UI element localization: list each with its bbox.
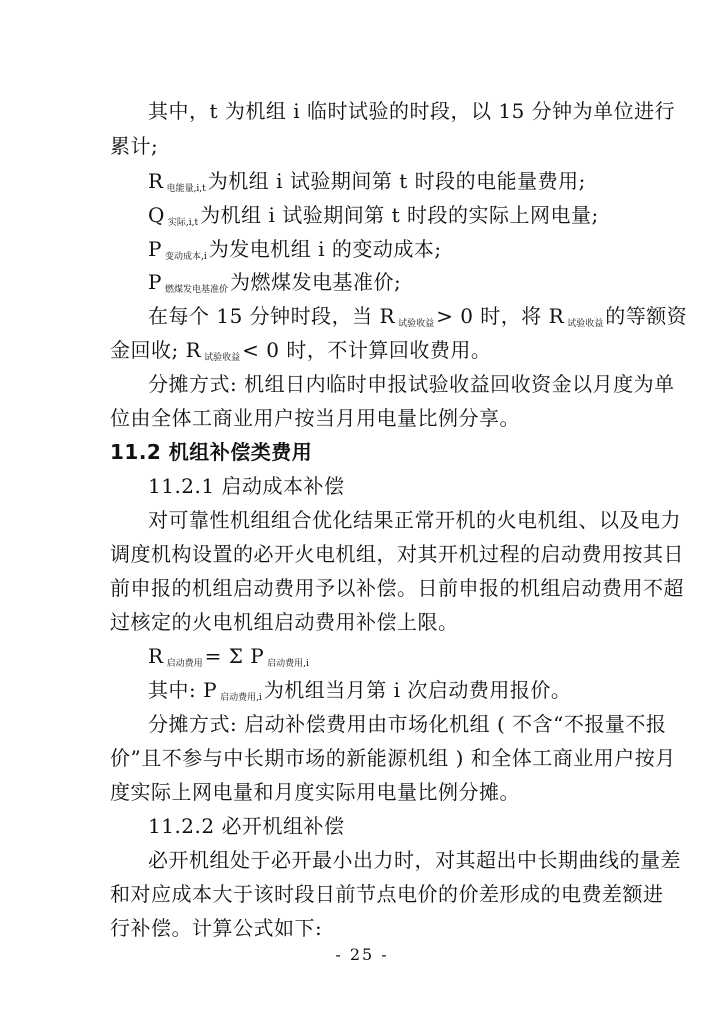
paragraph-line: 过核定的火电机组启动费用补偿上限。 bbox=[110, 610, 459, 634]
page-number: - 25 - bbox=[335, 945, 389, 964]
paragraph-line: 位由全体工商业用户按当月用电量比例分享。 bbox=[110, 406, 520, 430]
paragraph-line: 前申报的机组启动费用予以补偿。日前申报的机组启动费用不超 bbox=[110, 576, 684, 600]
paragraph-line: 累计; bbox=[110, 134, 159, 158]
paragraph-line: 价”且不参与中长期市场的新能源机组 ) 和全体工商业用户按月 bbox=[110, 746, 676, 770]
paragraph-line: 金回收; R $_{试验收益}$ < 0 时，不计算回收费用。 bbox=[110, 338, 492, 363]
formula-definition: R $_{电能量,i,t}$ 为机组 i 试验期间第 t 时段的电能量费用; bbox=[148, 169, 586, 194]
paragraph-line: 分摊方式: 启动补偿费用由市场化机组 ( 不含“不报量不报 bbox=[148, 712, 667, 736]
subsection-heading: 11.2.1 启动成本补偿 bbox=[148, 474, 345, 498]
section-heading: 11.2 机组补偿类费用 bbox=[110, 440, 313, 464]
formula: R $_{启动费用}$ = Σ P $_{启动费用,i}$ bbox=[148, 644, 309, 669]
paragraph-line: 其中，t 为机组 i 临时试验的时段，以 15 分钟为单位进行 bbox=[148, 99, 676, 123]
formula-definition: P $_{变动成本,i}$ 为发电机组 i 的变动成本; bbox=[148, 237, 442, 262]
subsection-heading: 11.2.2 必开机组补偿 bbox=[148, 814, 345, 838]
paragraph-line: 在每个 15 分钟时段，当 R $_{试验收益}$ > 0 时，将 R $_{试验收益}$ 的等额资 bbox=[148, 304, 688, 329]
formula-definition: 其中: P $_{启动费用,i}$ 为机组当月第 i 次启动费用报价。 bbox=[148, 678, 572, 703]
paragraph-line: 和对应成本大于该时段日前节点电价的价差形成的电费差额进 bbox=[110, 882, 664, 906]
paragraph-line: 分摊方式: 机组日内临时申报试验收益回收资金以月度为单 bbox=[148, 372, 675, 396]
paragraph-line: 对可靠性机组组合优化结果正常开机的火电机组、以及电力 bbox=[148, 508, 681, 532]
paragraph-line: 行补偿。计算公式如下: bbox=[110, 916, 323, 940]
paragraph-line: 度实际上网电量和月度实际用电量比例分摊。 bbox=[110, 780, 520, 804]
formula-definition: Q $_{实际,i,t}$ 为机组 i 试验期间第 t 时段的实际上网电量; bbox=[148, 203, 599, 228]
paragraph-line: 必开机组处于必开最小出力时，对其超出中长期曲线的量差 bbox=[148, 848, 681, 872]
formula-definition: P $_{燃煤发电基准价}$ 为燃煤发电基准价; bbox=[148, 270, 402, 295]
paragraph-line: 调度机构设置的必开火电机组，对其开机过程的启动费用按其日 bbox=[110, 542, 684, 566]
